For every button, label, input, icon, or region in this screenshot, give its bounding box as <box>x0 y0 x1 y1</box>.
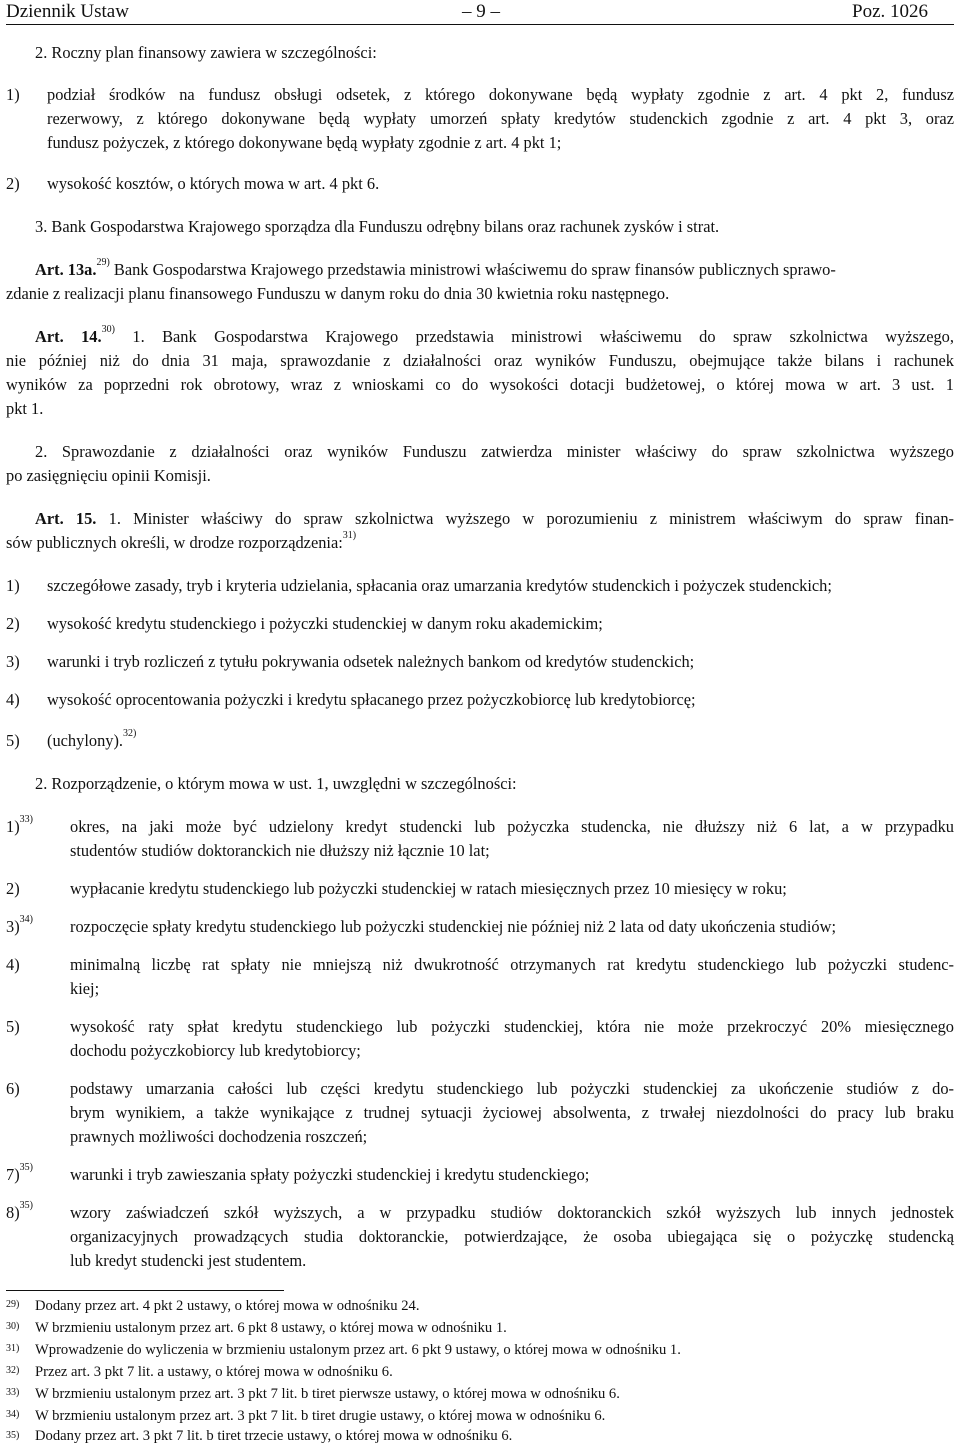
journal-title: Dziennik Ustaw <box>6 1 129 22</box>
footnote-ref: 29) <box>96 257 110 268</box>
footnote-ref: 34) <box>19 914 33 925</box>
footnote-number: 32) <box>6 1365 20 1376</box>
b-item-8-line-3: lub kredyt studencki jest studentem. <box>70 1251 307 1270</box>
art-13a-line-1 <box>35 257 836 280</box>
item-number: 7)$^{35)}$ <box>6 1162 33 1184</box>
b-item-8-line-2: organizacyjnych prowadzących studia doktoranckie, potwierdzające, że osoba ubiegająca się o pożyczkę studencką <box>70 1227 954 1246</box>
section-3: 3. Bank Gospodarstwa Krajowego sporządza dla Funduszu odrębny bilans oraz rachunek zysków i strat. <box>35 217 720 236</box>
item-number: 2) <box>6 879 20 898</box>
item-number: 4) <box>6 690 20 709</box>
footnote-text: Wprowadzenie do wyliczenia w brzmieniu ustalonym przez art. 6 pkt 9 ustawy, o której mowa w odnośniku 1. <box>35 1342 681 1358</box>
art-14-2-line-2: po zasięgnięciu opinii Komisji. <box>6 466 211 485</box>
footnote-number: 34) <box>6 1409 20 1420</box>
b-item-2-line-1: wypłacanie kredytu studenckiego lub pożyczki studenckiej w ratach miesięcznych przez 10 miesięcy w roku; <box>70 879 787 898</box>
b-item-1-line-2: studentów studiów doktoranckich nie dłuższy niż łącznie 10 lat; <box>70 841 490 860</box>
page-number: – 9 – <box>462 1 500 22</box>
b-item-8-line-1: wzory zaświadczeń szkół wyższych, a w przypadku studiów doktoranckich szkół wyższych lub innych jednostek <box>70 1203 954 1222</box>
footnote-ref: 33) <box>19 814 33 825</box>
article-label: Art. 14. <box>35 327 102 346</box>
art-13a-line-2: zdanie z realizacji planu finansowego Funduszu w danym roku do dnia 30 kwietnia roku następnego. <box>6 284 670 303</box>
footnote-separator <box>6 1290 284 1291</box>
b-item-3-line-1: rozpoczęcie spłaty kredytu studenckiego lub pożyczki studenckiej nie później niż 2 lata od daty ukończenia studiów; <box>70 917 837 936</box>
item-2-text: wysokość kosztów, o których mowa w art. 4 pkt 6. <box>47 174 380 193</box>
item-number: 1) <box>6 85 20 104</box>
item-number: 4) <box>6 955 20 974</box>
art-15-line-2 <box>6 530 357 553</box>
list-item: warunki i tryb rozliczeń z tytułu pokrywania odsetek należnych bankom od kredytów studenckich; <box>47 652 695 671</box>
list-item <box>47 728 137 751</box>
footnote-ref: 32) <box>123 728 137 739</box>
b-item-5-line-1: wysokość raty spłat kredytu studenckiego lub pożyczki studenckiej, która nie może przekroczyć 20% miesięcznego <box>70 1017 954 1036</box>
b-item-6-line-2: brym wynikiem, a także wynikające z trudnej sytuacji życiowej absolwenta, z trwałej niezdolności do pracy lub braku <box>70 1103 954 1122</box>
footnote-ref: 31) <box>342 530 357 541</box>
item-number: 1)$^{33)}$ <box>6 814 33 836</box>
footnote-text: W brzmieniu ustalonym przez art. 3 pkt 7 lit. b tiret drugie ustawy, o której mowa w odnośniku 6. <box>35 1408 606 1424</box>
item-number: 8)$^{35)}$ <box>6 1200 33 1222</box>
art-15-text: 1. Minister właściwy do spraw szkolnictwa wyższego w porozumieniu z ministrem właściwym do spraw finan- <box>108 509 954 528</box>
item-1-line-3: fundusz pożyczek, z którego dokonywane będą wypłaty zgodnie z art. 4 pkt 1; <box>47 133 562 152</box>
b-item-6-line-3: prawnych możliwości dochodzenia roszczeń; <box>70 1127 368 1146</box>
footnote-text: Dodany przez art. 3 pkt 7 lit. b tiret trzecie ustawy, o której mowa w odnośniku 6. <box>35 1428 513 1444</box>
art-14-line-3: wyników za poprzedni rok obrotowy, wraz z wnioskami co do wysokości dotacji budżetowej, o której mowa w art. 3 ust. 1 <box>6 375 954 394</box>
art-14-2-line-1: 2. Sprawozdanie z działalności oraz wyników Funduszu zatwierdza minister właściwy do spraw szkolnictwa wyższego <box>35 442 954 461</box>
item-number: 5) <box>6 1017 20 1036</box>
section-2-intro: 2. Roczny plan finansowy zawiera w szczególności: <box>35 43 377 62</box>
item-1-line-2: rezerwowy, z którego dokonywane będą wypłaty umorzeń spłaty kredytów studenckich zgodnie z art. 4 pkt 3, oraz <box>47 109 954 128</box>
footnote-number: 30) <box>6 1321 20 1332</box>
art-13a-text: Bank Gospodarstwa Krajowego przedstawia ministrowi właściwemu do spraw finansów publicznych sprawo- <box>113 260 836 279</box>
art-14-line-1 <box>35 324 954 347</box>
article-label: Art. 15. <box>35 509 97 528</box>
item-number: 2) <box>6 614 20 633</box>
position-number: Poz. 1026 <box>852 1 928 22</box>
footnote-number: 35) <box>6 1430 20 1441</box>
item-number: 3)$^{34)}$ <box>6 914 33 936</box>
art-15-line-1 <box>35 509 954 529</box>
b-item-1-line-1: okres, na jaki może być udzielony kredyt studencki lub pożyczka studencka, nie dłuższy niż 6 lat, a w przypadku <box>70 817 954 836</box>
article-label: Art. 13a. <box>35 260 97 279</box>
footnote-text: Dodany przez art. 4 pkt 2 ustawy, o której mowa w odnośniku 24. <box>35 1298 420 1314</box>
item-number: 6) <box>6 1079 20 1098</box>
b-item-4-line-1: minimalną liczbę rat spłaty nie mniejszą niż dwukrotność otrzymanych rat kredytu studenckiego lub pożyczki studenc- <box>70 955 954 974</box>
list-item: wysokość oprocentowania pożyczki i kredytu spłacanego przez pożyczkobiorcę lub kredytobiorcę; <box>47 690 696 709</box>
art-15-text: sów publicznych określi, w drodze rozporządzenia: <box>6 533 343 552</box>
art-15-2-intro: 2. Rozporządzenie, o którym mowa w ust. 1, uwzględni w szczególności: <box>35 774 517 793</box>
b-item-6-line-1: podstawy umarzania całości lub części kredytu studenckiego lub pożyczki studenckiej za ukończenie studiów z do- <box>70 1079 954 1098</box>
item-1-line-1: podział środków na fundusz obsługi odsetek, z którego dokonywane będą wypłaty zgodnie z art. 4 pkt 2, fundusz <box>47 85 954 104</box>
item-number: 2) <box>6 174 20 193</box>
item-number: 5) <box>6 731 20 750</box>
footnote-number: 31) <box>6 1343 20 1354</box>
footnote-ref: 30) <box>101 324 115 335</box>
footnote-text: W brzmieniu ustalonym przez art. 3 pkt 7 lit. b tiret pierwsze ustawy, o której mowa w odnośniku 6. <box>35 1386 620 1402</box>
footnote-number: 29) <box>6 1299 20 1310</box>
b-item-7-line-1: warunki i tryb zawieszania spłaty pożyczki studenckiej i kredytu studenckiego; <box>70 1165 590 1184</box>
list-item: szczegółowe zasady, tryb i kryteria udzielania, spłacania oraz umarzania kredytów studenckich i pożyczek studenckich; <box>47 576 832 595</box>
art-14-line-4: pkt 1. <box>6 399 44 418</box>
list-item: wysokość kredytu studenckiego i pożyczki studenckiej w danym roku akademickim; <box>47 614 603 633</box>
footnote-number: 33) <box>6 1387 20 1398</box>
header-rule <box>6 24 954 25</box>
footnote-ref: 35) <box>19 1200 33 1211</box>
item-number: 3) <box>6 652 20 671</box>
art-14-line-2: nie później niż do dnia 31 maja, sprawozdanie z działalności oraz wyników Funduszu, obejmujące także bilans i rachunek <box>6 351 954 370</box>
list-item-text: (uchylony). <box>47 731 124 750</box>
b-item-5-line-2: dochodu pożyczkobiorcy lub kredytobiorcy; <box>70 1041 361 1060</box>
footnote-text: Przez art. 3 pkt 7 lit. a ustawy, o której mowa w odnośniku 6. <box>35 1364 393 1380</box>
item-number: 1) <box>6 576 20 595</box>
footnote-text: W brzmieniu ustalonym przez art. 6 pkt 8 ustawy, o której mowa w odnośniku 1. <box>35 1320 507 1336</box>
footnote-ref: 35) <box>19 1162 33 1173</box>
art-14-text: 1. Bank Gospodarstwa Krajowego przedstawia ministrowi właściwemu do spraw szkolnictwa wyższego, <box>132 327 954 346</box>
b-item-4-line-2: kiej; <box>70 979 100 998</box>
